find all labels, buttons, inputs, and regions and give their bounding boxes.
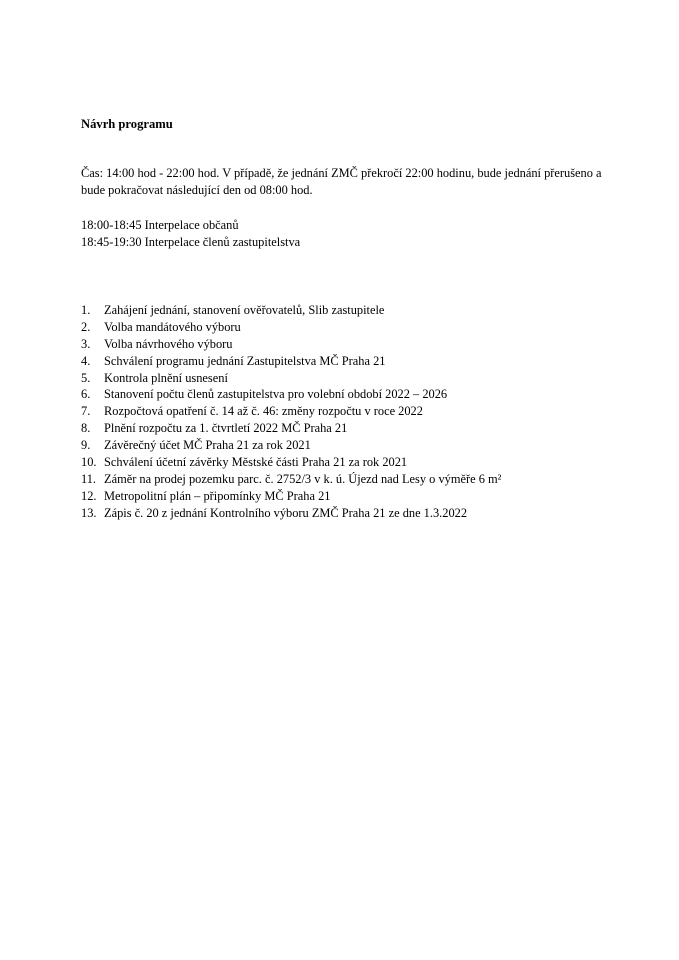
agenda-item-text: Stanovení počtu členů zastupitelstva pro volební období 2022 – 2026 xyxy=(104,387,448,402)
agenda-list xyxy=(81,302,501,522)
interpelace-line: 18:45-19:30 Interpelace členů zastupitelstva xyxy=(81,235,301,249)
document-title: Návrh programu xyxy=(81,117,173,131)
agenda-item-text: Metropolitní plán – připomínky MČ Praha 21 xyxy=(104,488,331,503)
agenda-item-text: Zahájení jednání, stanovení ověřovatelů, Slib zastupitele xyxy=(104,303,385,317)
agenda-item xyxy=(81,403,501,420)
time-paragraph: Čas: 14:00 hod - 22:00 hod. V případě, že jednání ZMČ překročí 22:00 hodinu, bude jednání přerušeno a bude pokračovat následující den od 08:00 hod. xyxy=(81,166,602,197)
agenda-item xyxy=(81,319,501,336)
agenda-item-number: 7. xyxy=(81,404,91,419)
agenda-item-text: Kontrola plnění usnesení xyxy=(104,370,228,385)
agenda-item xyxy=(81,353,501,370)
agenda-item-text: Plnění rozpočtu za 1. čtvrtletí 2022 MČ Praha 21 xyxy=(104,421,348,436)
agenda-item-text: Schválení programu jednání Zastupitelstva MČ Praha 21 xyxy=(104,353,386,368)
agenda-item-text: Rozpočtová opatření č. 14 až č. 46: změny rozpočtu v roce 2022 xyxy=(104,404,423,419)
agenda-item-text: Záměr na prodej pozemku parc. č. 2752/3 v k. ú. Újezd nad Lesy o výměře 6 m² xyxy=(104,471,502,486)
agenda-item-number: 4. xyxy=(81,353,91,368)
agenda-item-number: 5. xyxy=(81,370,91,385)
agenda-item xyxy=(81,505,501,522)
agenda-item-text: Schválení účetní závěrky Městské části Praha 21 za rok 2021 xyxy=(104,455,408,470)
agenda-item-number: 13. xyxy=(81,505,97,520)
agenda-item xyxy=(81,420,501,437)
agenda-item-text: Volba návrhového výboru xyxy=(104,336,233,351)
agenda-item-number: 2. xyxy=(81,319,91,334)
agenda-item-number: 10. xyxy=(81,455,97,470)
agenda-item-number: 6. xyxy=(81,387,91,402)
interpelace-line: 18:00-18:45 Interpelace občanů xyxy=(81,218,239,232)
agenda-item xyxy=(81,471,501,488)
agenda-item xyxy=(81,336,501,353)
agenda-item-text: Volba mandátového výboru xyxy=(104,319,241,334)
agenda-item-number: 9. xyxy=(81,438,91,453)
agenda-item xyxy=(81,454,501,471)
agenda-item-text: Závěrečný účet MČ Praha 21 za rok 2021 xyxy=(104,438,311,453)
agenda-item-number: 8. xyxy=(81,421,91,436)
agenda-item xyxy=(81,302,501,319)
agenda-item-number: 12. xyxy=(81,488,97,503)
agenda-item xyxy=(81,386,501,403)
interpelace-block xyxy=(81,217,300,251)
agenda-item-number: 1. xyxy=(81,303,91,317)
agenda-item-number: 11. xyxy=(81,471,97,486)
agenda-item-text: Zápis č. 20 z jednání Kontrolního výboru ZMČ Praha 21 ze dne 1.3.2022 xyxy=(104,505,468,520)
agenda-item xyxy=(81,437,501,454)
agenda-item-number: 3. xyxy=(81,336,91,351)
agenda-item xyxy=(81,488,501,505)
agenda-item xyxy=(81,370,501,387)
